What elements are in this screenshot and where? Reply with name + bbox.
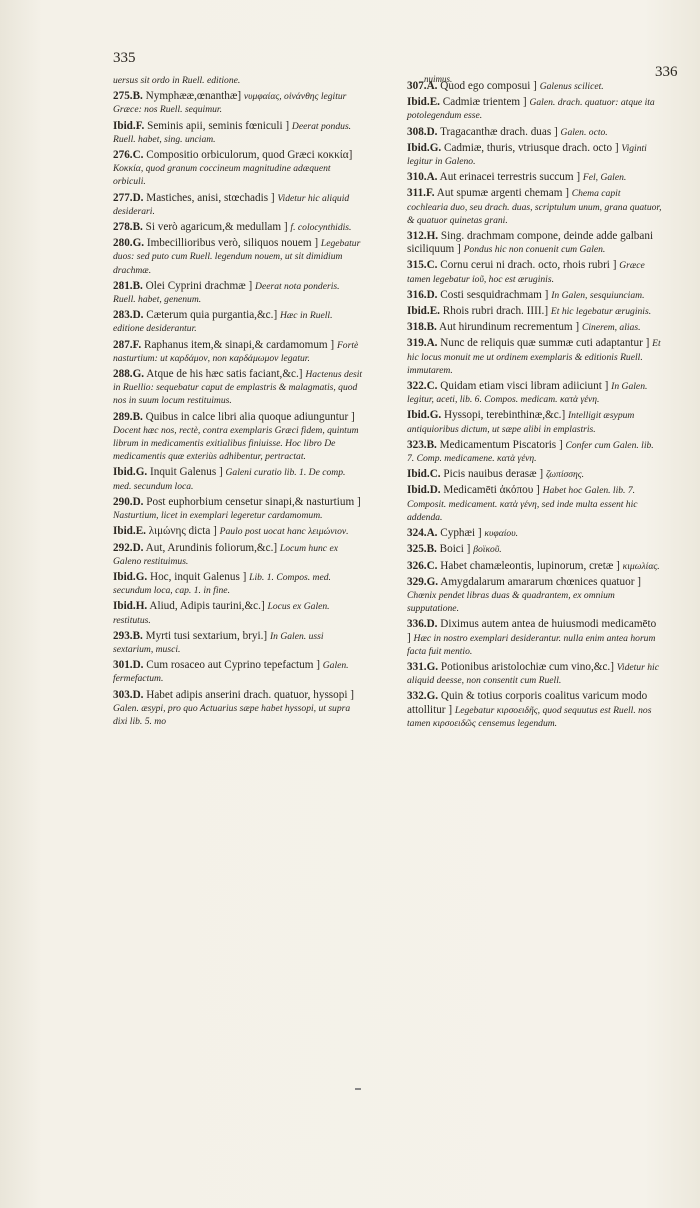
note-entry: [407, 527, 662, 540]
entry-reference: 325.B.: [407, 543, 437, 556]
entry-reference: 303.D.: [113, 688, 144, 701]
note-entry: [407, 468, 662, 481]
entry-note: Et hic legebatur æruginis.: [550, 306, 652, 318]
entry-note: ζωπίσσης.: [545, 469, 585, 481]
entry-lemma: Habet chamæleontis, lupinorum, cretæ ]: [440, 559, 620, 572]
note-entry: [113, 542, 363, 568]
note-entry: [113, 411, 363, 464]
entry-lemma: Aut erinacei terrestris succum ]: [439, 171, 581, 184]
entry-lemma: Cadmiæ trientem ]: [442, 96, 527, 109]
note-entry: [407, 142, 662, 168]
entry-reference: 293.B.: [113, 629, 143, 642]
entry-lemma: Atque de his hæc satis faciant,&c.]: [146, 368, 303, 381]
note-entry: [113, 90, 363, 116]
entry-lemma: Cornu cerui ni drach. octo, rhois rubri ]: [440, 259, 617, 272]
entry-note: Hæc in Ruell. editione desiderantur.: [113, 310, 333, 335]
note-entry: [407, 96, 662, 122]
note-entry: [407, 321, 662, 334]
note-entry: [407, 690, 662, 730]
entry-reference: Ibid.E.: [407, 305, 440, 318]
entry-note: Galeni curatio lib. 1. De comp. med. secundum loca.: [113, 467, 346, 492]
note-entry: [407, 543, 662, 556]
folio-right: 336: [655, 64, 678, 80]
entry-note: Viginti legitur in Galeno.: [407, 142, 647, 168]
note-entry: [407, 171, 662, 184]
entry-lemma: Quibus in calce libri alia quoque adiunguntur ]: [145, 410, 355, 423]
entry-lemma: Habet adipis anserini drach. quatuor, hyssopi ]: [146, 688, 354, 701]
entry-lemma: Aut, Arundinis foliorum,&c.]: [145, 541, 278, 554]
entry-reference: 290.D.: [113, 495, 144, 508]
entry-reference: 315.C.: [407, 259, 438, 272]
entry-reference: 311.F.: [407, 187, 435, 200]
note-entry: [407, 230, 662, 256]
note-entry: [113, 339, 363, 365]
entry-reference: 275.B.: [113, 90, 143, 103]
note-entry: [113, 309, 363, 335]
note-entry: [407, 305, 662, 318]
note-entry: [407, 337, 662, 377]
entry-note: In Galen, sesquiunciam.: [551, 289, 645, 301]
entry-reference: 326.C.: [407, 559, 438, 572]
entry-reference: 289.B.: [113, 410, 143, 423]
entry-note: uersus sit ordo in Ruell. editione.: [113, 75, 241, 86]
entry-note: Galen. æsypi, pro quo Actuarius sæpe habet hyssopi, ut supra dixi lib. 5. mo: [113, 702, 351, 727]
note-entry: [113, 280, 363, 306]
entry-lemma: Quod ego composui ]: [440, 80, 537, 92]
entry-note: Pondus hic non conuenit cum Galen.: [463, 244, 606, 256]
entry-lemma: Quidam etiam visci libram adiiciunt ]: [440, 380, 609, 393]
entry-note: νυμφαίας, οἰνάνθης legitur Græce: nos Ruell. sequimur.: [113, 91, 347, 116]
entry-note: κυφαίου.: [484, 528, 519, 540]
entry-reference: 323.B.: [407, 438, 437, 451]
entry-lemma: Post euphorbium censetur sinapi,& nasturtium ]: [146, 495, 361, 508]
entry-lemma: Potionibus aristolochiæ cum vino,&c.]: [440, 660, 614, 673]
entry-lemma: Boici ]: [439, 543, 471, 556]
entry-lemma: Amygdalarum amararum chœnices quatuor ]: [440, 575, 641, 588]
note-entry: [113, 659, 363, 685]
entry-lemma: Diximus autem antea de huiusmodi medicamēto ]: [407, 618, 657, 644]
note-entry: [407, 289, 662, 302]
note-entry: [407, 187, 662, 227]
note-entry: [407, 560, 662, 573]
entry-note: Galen. octo.: [560, 126, 608, 138]
note-entry: [113, 221, 363, 234]
entry-note: In Galen. legitur, aceti, lib. 6. Compos. medicam. κατὰ γένη.: [407, 381, 648, 406]
note-entry: [407, 618, 662, 658]
entry-reference: 288.G.: [113, 368, 145, 381]
entry-reference: 292.D.: [113, 541, 144, 554]
entry-reference: 310.A.: [407, 171, 438, 184]
entry-note: Κοκκία, quod granum coccineum magnitudine adæquent orbiculi.: [113, 163, 331, 188]
entry-reference: Ibid.G.: [113, 466, 148, 479]
entry-reference: Ibid.C.: [407, 468, 441, 481]
entry-reference: Ibid.G.: [407, 409, 442, 422]
note-entry: [113, 600, 363, 626]
entry-reference: 277.D.: [113, 191, 144, 204]
entry-lemma: Hoc, inquit Galenus ]: [150, 570, 247, 583]
entry-reference: 336.D.: [407, 618, 438, 631]
note-entry: [407, 259, 662, 285]
entry-note: Legebatur κιρσοειδῆς, quod sequutus est Ruell. nos tamen κιρσοειδῶς censemus legendum.: [407, 704, 652, 729]
entry-reference: 319.A.: [407, 337, 438, 350]
entry-note: Docent hæc nos, rectè, contra exemplaris Græci fidem, quintum librum in medicamentis exitialibus finiuisse. Hoc libro De medicamentis quæ exteriùs adhibentur, pertractat.: [113, 424, 359, 463]
note-entry: [113, 192, 363, 218]
note-entry: [113, 571, 363, 597]
note-entry: [113, 149, 363, 189]
entry-reference: Ibid.F.: [113, 119, 145, 132]
entry-reference: 276.C.: [113, 149, 144, 162]
entry-reference: 331.G.: [407, 660, 439, 673]
note-entry: [407, 439, 662, 465]
entry-lemma: Cæterum quia purgantia,&c.]: [146, 309, 278, 322]
note-entry: [407, 661, 662, 687]
entry-reference: 280.G.: [113, 237, 145, 250]
entry-reference: 318.B.: [407, 321, 437, 334]
entry-note: κιμωλίας.: [622, 560, 660, 572]
note-entry: [113, 237, 363, 277]
entry-reference: 329.G.: [407, 575, 439, 588]
entry-note: Deerat nota ponderis. Ruell. habet, genenum.: [113, 280, 340, 306]
page-mark: [355, 1088, 361, 1090]
entry-note: Nasturtium, licet in exemplari legeretur cardamomum.: [113, 510, 323, 522]
note-entry: [113, 74, 363, 87]
entry-note: Chœnix pendet libras duas & quadrantem, ex omnium supputatione.: [407, 589, 615, 615]
entry-note: Intelligit æsypum antiquioribus dictum, ut sæpe alibi in emplastris.: [407, 410, 635, 435]
entry-note: Hæc in nostro exemplari desiderantur. nulla enim antea horum facta fuit mentio.: [407, 632, 656, 657]
entry-lemma: Nunc de reliquis quæ summæ cuti adaptantur ]: [440, 337, 650, 350]
entry-lemma: Aliud, Adipis taurini,&c.]: [149, 600, 265, 613]
running-head: nuimus.: [424, 74, 453, 84]
entry-lemma: Rhois rubri drach. IIII.]: [442, 305, 549, 318]
entry-reference: 324.A.: [407, 527, 438, 540]
entry-reference: Ibid.H.: [113, 600, 148, 613]
entry-note: Græce tamen legebatur ἰοῦ, hoc est æruginis.: [407, 260, 645, 285]
entry-lemma: Medicamentum Piscatoris ]: [439, 438, 563, 451]
entry-lemma: Inquit Galenus ]: [150, 466, 223, 479]
entry-reference: Ibid.D.: [407, 484, 441, 497]
entry-note: Fortè nasturtium: ut καρδάμον, non καρδάμωμον legatur.: [113, 339, 359, 364]
entry-lemma: Sing. drachmam compone, deinde adde galbani siciliquum ]: [407, 230, 654, 256]
entry-lemma: Cyphæi ]: [440, 527, 482, 540]
note-entry: [407, 126, 662, 139]
entry-lemma: Seminis apii, seminis fœniculi ]: [147, 119, 290, 132]
entry-note: Locus ex Galen. restitutus.: [113, 601, 330, 626]
entry-note: Locum hunc ex Galeno restituimus.: [113, 542, 338, 567]
entry-reference: 316.D.: [407, 288, 438, 301]
entry-lemma: Aut spumæ argenti chemam ]: [436, 187, 569, 200]
note-entry: [113, 630, 363, 656]
entry-lemma: Cum rosaceo aut Cyprino tepefactum ]: [146, 659, 320, 672]
left-column: [113, 74, 363, 731]
entry-note: Hactenus desit in Ruellio: sequebatur caput de emplastris & malagmatis, quod nos in suum locum restituimus.: [113, 369, 363, 407]
entry-reference: Ibid.G.: [407, 141, 442, 154]
entry-lemma: Si verò agaricum,& medullam ]: [145, 221, 288, 234]
entry-reference: 287.F.: [113, 338, 142, 351]
entry-lemma: Olei Cyprini drachmæ ]: [145, 279, 253, 292]
entry-note: Confer cum Galen. lib. 7. Comp. medicamene. κατὰ γένη.: [407, 439, 654, 465]
entry-note: Videtur hic aliquid deesse, non consentit cum Ruell.: [407, 661, 659, 687]
note-entry: [113, 496, 363, 522]
entry-lemma: Compositio orbiculorum, quod Græci κοκκία]: [146, 149, 353, 162]
entry-lemma: Tragacanthæ drach. duas ]: [440, 125, 558, 138]
entry-note: Galen. fermefactum.: [113, 660, 349, 685]
entry-note: Cinerem, alias.: [581, 322, 641, 334]
entry-lemma: Medicamēti ἀκόπου ]: [443, 484, 540, 497]
entry-reference: Ibid.E.: [113, 525, 146, 538]
note-entry: [407, 484, 662, 524]
entry-reference: 322.C.: [407, 380, 438, 393]
entry-reference: 283.D.: [113, 309, 144, 322]
entry-lemma: Mastiches, anisi, stœchadis ]: [146, 191, 275, 204]
entry-note: Legebatur duos: sed puto cum Ruell. legendum nouem, ut sit dimidium drachmæ.: [113, 238, 361, 276]
entry-note: βοϊκοῦ.: [473, 544, 502, 556]
note-entry: [113, 689, 363, 729]
entry-note: f. colocynthidis.: [290, 222, 352, 234]
entry-note: Videtur hic aliquid desiderari.: [113, 192, 350, 217]
entry-note: Et hic locus monuit me ut ordinem exemplaris & editionis Ruell. immutarem.: [407, 338, 661, 376]
entry-note: Galenus scilicet.: [539, 81, 604, 92]
entry-lemma: Cadmiæ, thuris, vtriusque drach. octo ]: [444, 141, 619, 154]
note-entry: [113, 120, 363, 146]
entry-lemma: Imbecillioribus verò, siliquos nouem ]: [146, 237, 319, 250]
folio-left: 335: [113, 50, 136, 66]
note-entry: [407, 380, 662, 406]
entry-lemma: λιμώνης dicta ]: [148, 525, 217, 538]
entry-lemma: Costi sesquidrachmam ]: [440, 288, 549, 301]
entry-lemma: Aut hirundinum recrementum ]: [439, 321, 580, 334]
entry-note: In Galen. ussi sextarium, musci.: [113, 630, 324, 655]
entry-reference: Ibid.E.: [407, 96, 440, 109]
entry-reference: 308.D.: [407, 125, 438, 138]
note-entry: [407, 80, 662, 93]
note-entry: [407, 409, 662, 435]
entry-lemma: Picis nauibus derasæ ]: [443, 468, 544, 481]
entry-note: Paulo post uocat hanc λειμώνιον.: [219, 526, 349, 538]
right-column: [407, 80, 662, 733]
entry-note: Deerat pondus. Ruell. habet, sing. unciam.: [113, 120, 352, 145]
entry-lemma: Quin & totius corporis coalitus varicum modo attollitur ]: [407, 690, 648, 716]
entry-reference: 307.A.: [407, 80, 438, 92]
entry-reference: 301.D.: [113, 659, 144, 672]
entry-reference: 278.B.: [113, 221, 143, 234]
entry-lemma: Hyssopi, terebinthinæ,&c.]: [444, 409, 566, 422]
entry-lemma: Nymphææ,œnanthæ]: [145, 90, 242, 103]
entry-lemma: Raphanus item,& sinapi,& cardamomum ]: [143, 338, 335, 351]
entry-reference: 281.B.: [113, 279, 143, 292]
entry-note: Galen. drach. quatuor: atque ita potolegendum esse.: [407, 97, 655, 122]
entry-reference: 312.H.: [407, 230, 439, 243]
note-entry: [113, 466, 363, 492]
note-entry: [113, 525, 363, 538]
entry-lemma: Myrti tusi sextarium, bryi.]: [145, 629, 268, 642]
note-entry: [113, 368, 363, 408]
entry-note: Fel, Galen.: [582, 172, 627, 184]
entry-note: Lib. 1. Compos. med. secundum loca, cap. 1. in fine.: [113, 571, 331, 597]
entry-note: Chema capit cochlearia duo, seu drach. duas, scriptulum unum, grana quatuor, & quatuor quinetas grani.: [407, 188, 662, 226]
note-entry: [407, 576, 662, 616]
entry-reference: 332.G.: [407, 690, 439, 703]
entry-note: Habet hoc Galen. lib. 7. Composit. medicament. κατὰ γένη, sed inde multa essent hic addenda.: [407, 485, 638, 523]
entry-reference: Ibid.G.: [113, 570, 148, 583]
